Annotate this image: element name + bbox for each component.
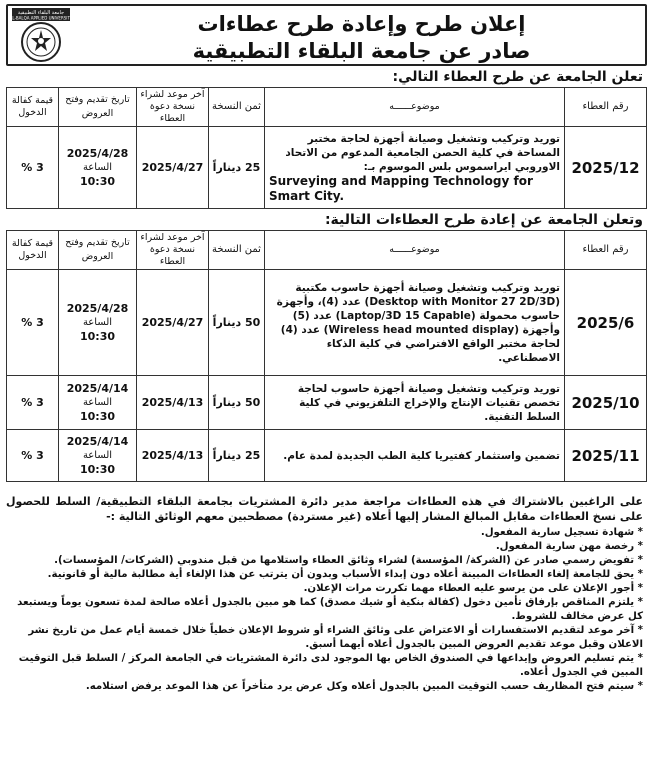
section1-title: تعلن الجامعة عن طرح العطاء التالي: (392, 69, 643, 85)
col-header-last-buy: آخر موعد لشراء نسخة دعوة العطاء (137, 231, 209, 270)
tender-submit-label: الساعة (82, 396, 113, 408)
title-line-2: صادر عن جامعة البلقاء التطبيقية (192, 39, 531, 63)
tender-subject: توريد وتركيب وتشغيل وصيانة أجهزة حاسوب مكتبية (Desktop with Monitor 27 2D/3D) عدد (4)، وأجهزة حاسوب محمولة (Laptop/3D 15 Capable) عدد (5) وأجهزة (Wireless head mounted display) عدد (4) لحاجة مختبر الواقع الافتراضي في كلية الذكاء الاصطناعي. (265, 270, 565, 376)
tender-number: 2025/10 (565, 376, 647, 430)
table-header-row (7, 88, 647, 127)
col-header-subject: موضوعــــــه (265, 88, 565, 127)
tender-submit-date: 2025/4/28 (66, 146, 129, 160)
title-line-1: إعلان طرح وإعادة طرح عطاءات (197, 12, 526, 36)
list-item: * رخصة مهن سارية المفعول. (6, 540, 643, 554)
col-header-last-buy: آخر موعد لشراء نسخة دعوة العطاء (137, 88, 209, 127)
svg-text:جامعة البلقاء التطبيقية: جامعة البلقاء التطبيقية (17, 10, 65, 16)
tender-subject: تضمين واستثمار كفتيريا كلية الطب الجديدة لمدة عام. (265, 430, 565, 482)
requirements-list (6, 526, 643, 694)
col-header-bond: قيمة كفالة الدخول (7, 231, 59, 270)
tender-submit-cell (59, 376, 137, 430)
tender-subject-en: Surveying and Mapping Technology for Smart City. (269, 173, 533, 203)
table-row (7, 430, 647, 482)
tender-price: 25 ديناراً (209, 127, 265, 209)
table-row (7, 270, 647, 376)
table-header-row (7, 231, 647, 270)
tender-submit-label: الساعة (82, 316, 113, 328)
tender-submit-time: 10:30 (79, 329, 115, 343)
tender-subject: توريد وتركيب وتشغيل وصيانة أجهزة حاسوب لحاجة تخصص تقنيات الإنتاج والإخراج التلفزيوني في كلية السلط التقنية. (265, 376, 565, 430)
svg-text:AL-BALQA APPLIED UNIVERSITY: AL-BALQA APPLIED UNIVERSITY (12, 15, 70, 21)
list-item: * آخر موعد لتقديم الاستفسارات أو الاعتراض على وثائق الشراء أو شروط الإعلان خطياً خلال خمسة أيام عمل من تاريخ نشر الاعلان وقبل موعد تقديم العروض المبين بالجدول أعلاه أيهما أسبق. (6, 624, 643, 652)
tender-subject (265, 127, 565, 209)
university-logo-icon (12, 8, 70, 64)
tenders-table-new (6, 87, 647, 209)
list-item: * شهادة تسجيل سارية المفعول. (6, 526, 643, 540)
tender-submit-cell (59, 270, 137, 376)
header-box (6, 4, 647, 66)
header-titles (78, 10, 645, 64)
tender-price: 25 ديناراً (209, 430, 265, 482)
tender-submit-date: 2025/4/14 (66, 434, 129, 448)
col-header-num: رقم العطاء (565, 88, 647, 127)
list-item: * سيتم فتح المظاريف حسب التوقيت المبين بالجدول أعلاه وكل عرض يرد متأخراً عن هذا الموعد يرفض استلامه. (6, 680, 643, 694)
list-item: * يحق للجامعة إلغاء العطاءات المبينة أعلاه دون إبداء الأسباب وبدون أن يترتب عن هذا الإلغاء أية مطالبة مالية أو قانونية. (6, 568, 643, 582)
tender-price: 50 ديناراً (209, 376, 265, 430)
list-item: * تفويض رسمي صادر عن (الشركة/ المؤسسة) لشراء وثائق العطاء واستلامها من قبل مندوبي (الشركات/ المؤسسات). (6, 554, 643, 568)
tender-bond: 3 % (7, 270, 59, 376)
tender-submit-time: 10:30 (79, 409, 115, 423)
tender-bond: 3 % (7, 127, 59, 209)
col-header-subject: موضوعــــــه (265, 231, 565, 270)
tender-submit-label: الساعة (82, 161, 113, 173)
col-header-submit: تاريخ تقديم وفتح العروض (59, 231, 137, 270)
tender-number: 2025/6 (565, 270, 647, 376)
col-header-submit: تاريخ تقديم وفتح العروض (59, 88, 137, 127)
tender-price: 50 ديناراً (209, 270, 265, 376)
tender-last-buy-date: 2025/4/13 (137, 430, 209, 482)
tender-submit-cell (59, 127, 137, 209)
list-item: * أجور الإعلان على من يرسو عليه العطاء مهما تكررت مرات الإعلان. (6, 582, 643, 596)
tender-submit-time: 10:30 (79, 462, 115, 476)
section2-title: وتعلن الجامعة عن إعادة طرح العطاءات التالية: (324, 212, 643, 228)
col-header-price: ثمن النسخة (209, 231, 265, 270)
tender-submit-date: 2025/4/14 (66, 381, 129, 395)
notes-intro: على الراغبين بالاشتراك في هذه العطاءات مراجعة مدير دائرة المشتريات بجامعة البلقاء التطبيقية/ السلط للحصول على نسخ العطاءات مقابل المبالغ المشار إليها أعلاه (غير مستردة) مصطحبين معهم الوثائق التالية :- (6, 495, 643, 523)
tender-submit-date: 2025/4/28 (66, 301, 129, 315)
tender-bond: 3 % (7, 376, 59, 430)
col-header-bond: قيمة كفالة الدخول (7, 88, 59, 127)
tender-last-buy-date: 2025/4/27 (137, 270, 209, 376)
col-header-price: ثمن النسخة (209, 88, 265, 127)
table-row (7, 376, 647, 430)
tender-submit-time: 10:30 (79, 174, 115, 188)
tenders-table-retender (6, 230, 647, 482)
tender-last-buy-date: 2025/4/27 (137, 127, 209, 209)
list-item: * يلتزم المناقص بإرفاق تأمين دخول (كفالة بنكية أو شيك مصدق) كما هو مبين بالجدول أعلاه صالحة لمدة تسعون يوماً ويستبعد كل عرض مخالف للشروط. (6, 596, 643, 624)
tender-bond: 3 % (7, 430, 59, 482)
tender-subject-ar: توريد وتركيب وتشغيل وصيانة أجهزة لحاجة مختبر المساحة في كلية الحصن الجامعية المدعوم من الاتحاد الاوروبي ايراسموس بلس الموسوم بـ: (285, 132, 560, 173)
table-row (7, 127, 647, 209)
col-header-num: رقم العطاء (565, 231, 647, 270)
tender-submit-cell (59, 430, 137, 482)
notes-section (6, 494, 647, 694)
tender-number: 2025/12 (565, 127, 647, 209)
tender-last-buy-date: 2025/4/13 (137, 376, 209, 430)
tender-number: 2025/11 (565, 430, 647, 482)
tender-submit-label: الساعة (82, 449, 113, 461)
list-item: * يتم تسليم العروض وإيداعها في الصندوق الخاص بها الموجود لدى دائرة المشتريات في الجامعة المركز / السلط قبل التوقيت المبين في الجدول أعلاه. (6, 652, 643, 680)
